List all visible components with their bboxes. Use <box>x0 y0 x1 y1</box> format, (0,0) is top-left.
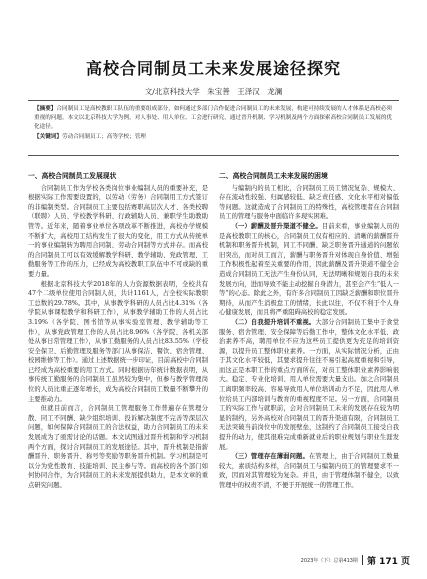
keywords-text: 劳动合同制员工；高等学校；管理 <box>61 133 146 140</box>
section-1-heading: 一、高校合同制员工发展现状 <box>28 172 117 180</box>
issue-label: 2023年（下）总第413期 <box>300 557 358 564</box>
abstract-box <box>28 100 399 156</box>
right-paragraph-1: 与编制内的员工相比，合同制员工员工情况复杂、规模大、存在流动性较强、归属感较低、缺乏责任感、文化水平相对偏低等问题。这就造成了合同制员工的特殊性，高校管理者在合同制员工的管理与服务中面临许多现实困难。 <box>219 184 399 221</box>
keywords-tag: 【关键词】 <box>34 133 62 140</box>
left-column <box>28 172 208 491</box>
subsection-1-heading: （一）薪酬及晋升渠道不健全。 <box>231 222 322 230</box>
subsection-2-heading: （二）自我提升培训不重视。 <box>231 318 316 326</box>
footer-divider <box>362 555 363 565</box>
page-footer <box>300 554 410 566</box>
right-paragraph-4 <box>219 452 399 490</box>
subsection-3-text: 在管理上，由于合同制员工数量较大，素质结构多样，合同制员工与编制内员工的管理要求不一致，因而对其管理较为复杂。并且，由于管理体制不健全，以致管理中的权责不清，不便于开展统一的管理工作。 <box>219 453 400 489</box>
subsection-1-text: 目前来看，事业编制人员的是高校教职工的核心，合同制员工仅有相应的、清晰的薪酬晋升机制和职务晋升机制，同工不同酬、缺乏职务晋升通道的问题依旧突出，而对员工而言，薪酬与职务晋升对体现自身价值、增强工作积极性起着至关重要的作用，因此薪酬及晋升渠道不健全会造成合同制员工无法产生身份认同，无法明晰和规划自我的未来发展方向，进而导致不能主动挖掘自身潜力，甚至会产生“低人一等”的心态。除此之外，有许多合同制员工因缺乏薪酬和职位晋升期待，从而产生消极怠工的情绪，长此以往，不仅不利于个人身心健康发展，而且将严重阻碍高校的稳定发展。 <box>219 222 400 317</box>
page-number: 第 171 页 <box>366 556 410 567</box>
keywords-paragraph <box>34 133 393 142</box>
abstract-text: 合同制员工是高校教职工队伍的重要组成部分，如何通过多部门合作促进合同制员工的未来发展，构建可持续发展的人才体系是高校必须重视的问题。本文以北京科技大学为例，对人事处、用人单位、工会进行研究，通过晋升机制、学习机制及两个方面探索高校合同制员工发展的优化途径。 <box>34 106 393 131</box>
article-authors: 文/北京科技大学 朱宝善 王泽汉 龙澜 <box>144 87 283 96</box>
subsection-3-heading: （三）管理存在薄弱问题。 <box>231 453 309 461</box>
abstract-paragraph <box>34 105 393 133</box>
section-2-heading: 二、高校合同制员工未来发展的困境 <box>219 172 328 180</box>
left-paragraph-2: 根据北京科技大学2018年的人力资源数据表明，全校共有47个二级单位使用合同制人员，共计1161人，占全校实际教职工总数的29.78%。其中，从事教学科研的人员占比4.31%（各学院从事课程教学和科研工作），从事教学辅助工作的人员占比3.19%（各学院、图书馆等从事实验室管理、教学辅助等工作），从事党政管理工作的人员占比8.96%（各学院、各机关部处从事日常管理工作），从事工勤服务的人员占比83.55%（学校安全保卫、后勤管理及服务等部门从事保洁、餐饮、宿舍管理、校园维修等工作）。通过上述数据统一步印证，目前高校中合同制已经成为高校重要的用工方式。同时根据历年统计数据表明，从事传统工勤服务的合同制员工虽然较为集中，但参与教学管理岗位的人员比重正逐年增长，成为高校合同制员工数量不断攀升的主要推动力。 <box>28 280 208 403</box>
article-title: 高校合同制员工未来发展途径探究 <box>85 59 341 78</box>
right-paragraph-3 <box>219 318 399 452</box>
left-paragraph-1: 合同制员工作为学校各类岗位事业编制人员的重要补充，是根据实际工作需要设置的，以劳动（劳务）合同制用工方式签订的非编制类型。合同制员工主要包括赛职高层次人才、各类校聘（联聘）人员、学校教学科研、行政辅助人员、兼职学生助教助管等。近年来，随着事业单位各项改革不断推进，高校办学规模不断扩大，高校用工结构发生了很大的变化，用工方式从传统单一的事业编制转为聘用合同制、劳动合同制等方式并存。而高校的合同制员工可以有效缓解教学科研、教学辅助、党政管理、工勤服务等工作的压力，已经成为高校教职工队伍中不可或缺的重要力量。 <box>28 184 208 278</box>
subsection-2-text: 大部分合同制员工集中于食堂服务、宿舍管理、安全保障等后勤工作中，整体文化水平低、政治素养不高，聘用单位不应为这些员工提供更为充足的培训资源，以提升员工整体职业素养。一方面，从实际情况分析，正由于其文化水平较低，其要求提升往往不易引起高度重视和引导，而这正是本职工作的重点方面所在，对员工整体职业素养影响很大。稳定、专业化培训、用人单位需要大量支出。加之合同制员工离职频率较高、容易导致用人单位培训动力不足，因此用人单位给员工内部培训与教育的重视程度不足。另一方面，合同制员工的实际工作与就职前，会对合同制员工未来的发展存在较为明显的制约，另外高校对合同制员工的晋升渠道有限，合同制员工无法突破当前岗位中的发展壁垒，这制约了合同制员工接受自我提升的动力，使其很难完成重新就业后的职业规划与职业生涯发展。 <box>219 318 400 451</box>
left-paragraph-3: 但就目前而言，合同制员工管理服务工作普遍存在管理分散、同工不同酬、缺少组织培训、投诉解决制度不完善等深层次问题，如何保障合同制员工的合法权益，助力合同制员工的未来发展成为了亟需讨论的话题。本文试图通过晋升机制和学习机制两个方面，探讨合同制员工的发展途径。其中，晋升机制是指薪酬晋升、职务晋升、称号等奖励等职务晋升机制。学习机制是可以分为党性教育、技能培训、民主参与等。而高校的各个部门如何协同合作，为合同制员工的未来发展提供助力，是本文章的重点研究问题。 <box>28 405 208 489</box>
right-column <box>219 172 399 491</box>
abstract-tag: 【摘要】 <box>34 106 57 112</box>
right-paragraph-2 <box>219 222 399 318</box>
